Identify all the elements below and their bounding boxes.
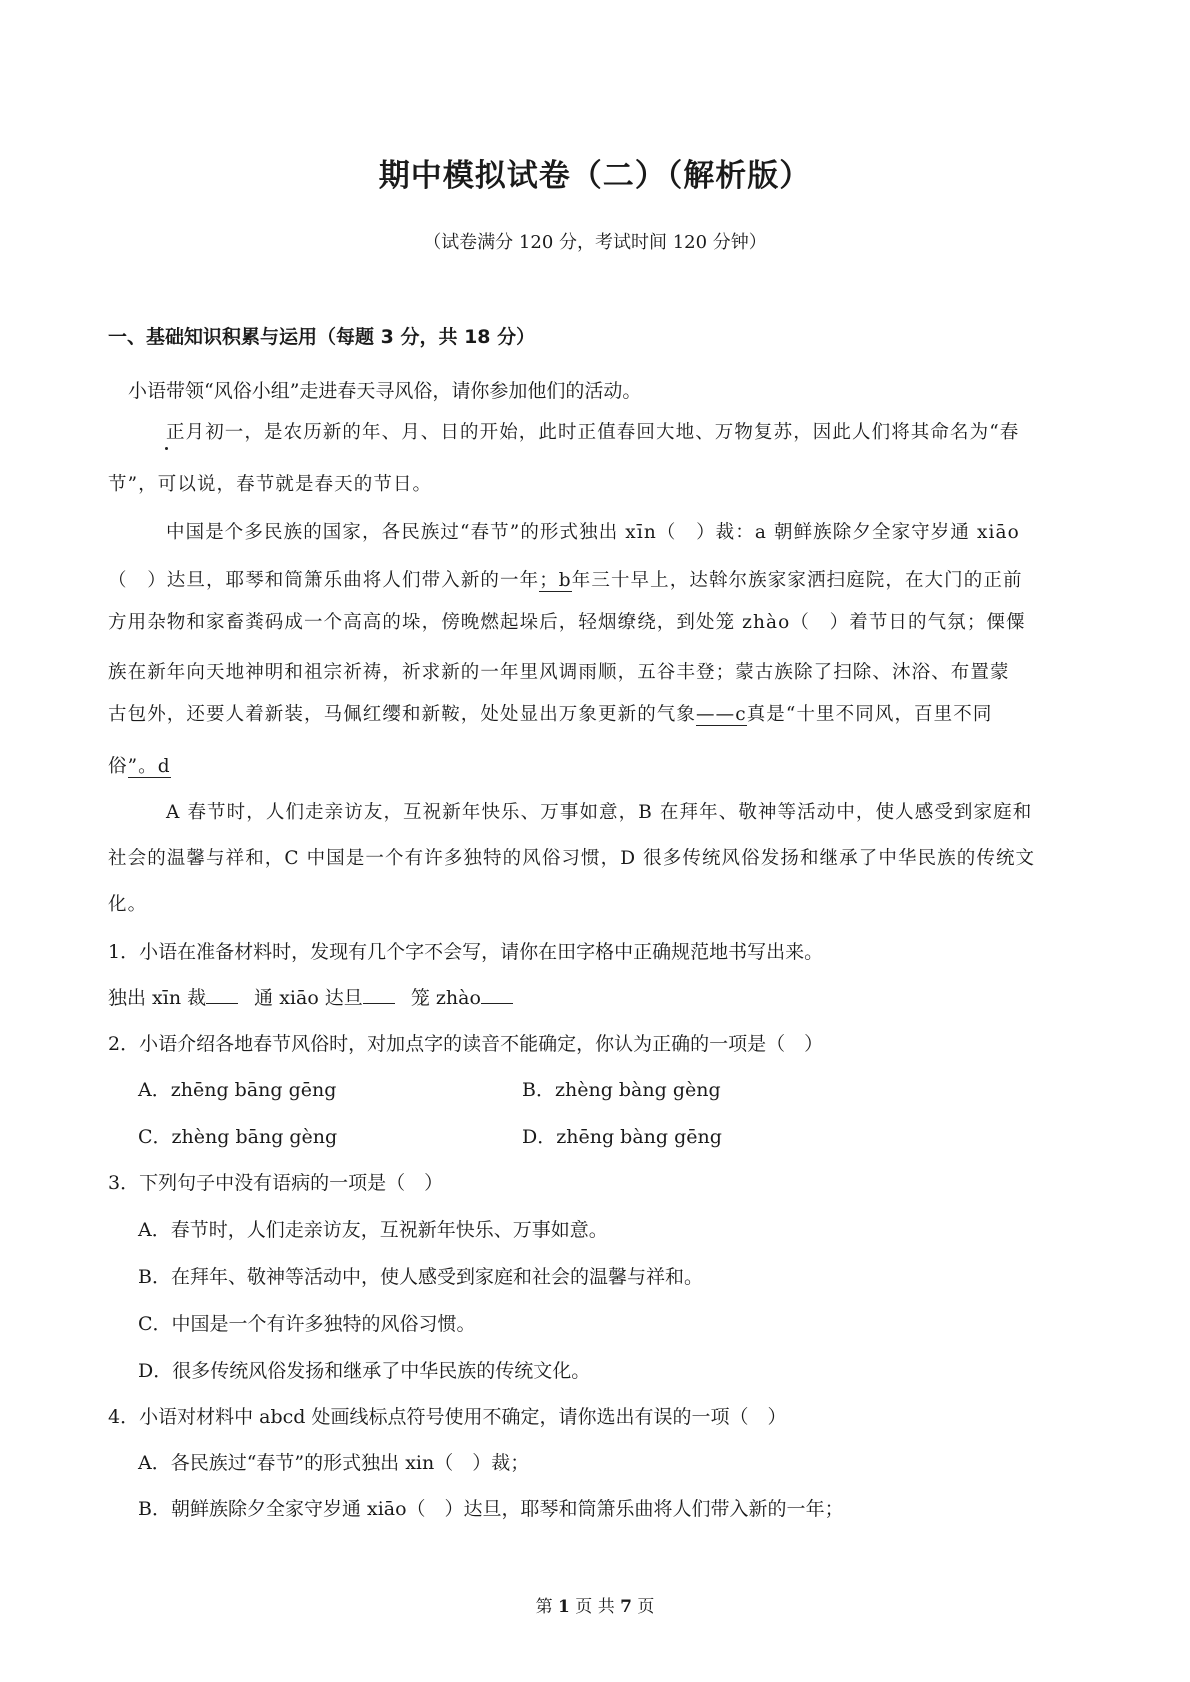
option-a[interactable]: A．zhēng bāng gēng (138, 1079, 337, 1101)
passage-text: 正月初一，是农历新的年、月、日的开始，此时正值春回大地、万物复苏，因此人们将其命名为“春 (166, 422, 1020, 443)
passage-line (108, 752, 171, 778)
passage-line: 族在新年向天地神明和祖宗祈祷，祈求新的一年里风调雨顺，五谷丰登；蒙古族除了扫除、沐浴、布置蒙 (108, 662, 1010, 683)
fill-item: 独出 xīn 裁 (108, 987, 207, 1009)
passage-text: 古包外，还要人着新装，马佩红缨和新鞍，处处显出万象更新的气象 (108, 704, 697, 725)
question-1-stem: 1．小语在准备材料时，发现有几个字不会写，请你在田字格中正确规范地书写出来。 (108, 941, 824, 963)
fill-item: 通 xiāo 达旦 (254, 987, 363, 1009)
option-c[interactable]: C．中国是一个有许多独特的风俗习惯。 (138, 1313, 476, 1335)
footer-text: 第 (535, 1597, 553, 1617)
question-4-stem: 4．小语对材料中 abcd 处画线标点符号使用不确定，请你选出有误的一项（ ） (108, 1406, 787, 1428)
option-b[interactable]: B．zhèng bàng gèng (522, 1079, 721, 1101)
option-b[interactable]: B．在拜年、敬神等活动中，使人感受到家庭和社会的温馨与祥和。 (138, 1266, 703, 1288)
passage-line (108, 566, 1023, 592)
question-2-stem: 2．小语介绍各地春节风俗时，对加点字的读音不能确定，你认为正确的一项是（ ） (108, 1033, 824, 1055)
passage-line: 节”，可以说，春节就是春天的节日。 (108, 474, 433, 495)
passage-line: 化。 (108, 894, 148, 915)
passage-line: A 春节时，人们走亲访友，互祝新年快乐、万事如意，B 在拜年、敬神等活动中，使人感受到家庭和 (166, 802, 1033, 823)
option-a[interactable]: A．春节时，人们走亲访友，互祝新年快乐、万事如意。 (138, 1219, 608, 1241)
passage-line: 社会的温馨与祥和，C 中国是一个有许多独特的风俗习惯，D 很多传统风俗发扬和继承了中华民族的传统文 (108, 848, 1036, 869)
page-number: 1 (558, 1597, 570, 1617)
total-pages: 7 (620, 1597, 632, 1617)
option-d[interactable]: D．很多传统风俗发扬和继承了中华民族的传统文化。 (138, 1360, 591, 1382)
intro-text: 小语带领“风俗小组”走进春天寻风俗，请你参加他们的活动。 (128, 380, 642, 402)
option-b[interactable]: B．朝鲜族除夕全家守岁通 xiāo（ ）达旦，耶琴和筒箫乐曲将人们带入新的一年； (138, 1498, 844, 1520)
question-3-stem: 3．下列句子中没有语病的一项是（ ） (108, 1172, 444, 1194)
fill-item: 笼 zhào (410, 987, 481, 1009)
passage-text: （ ）达旦，耶琴和筒箫乐曲将人们带入新的一年 (108, 570, 540, 591)
passage-text: 年三十早上，达斡尔族家家洒扫庭院，在大门的正前 (571, 570, 1023, 591)
page-footer (0, 1592, 1190, 1617)
passage-line (166, 418, 1019, 444)
section-heading: 一、基础知识积累与运用（每题 3 分，共 18 分） (108, 326, 536, 348)
option-a[interactable]: A．各民族过“春节”的形式独出 xin（ ）裁； (138, 1452, 530, 1474)
passage-text: 真是“十里不同风，百里不同 (746, 704, 993, 725)
underlined-mark-b: ；b (539, 570, 572, 591)
question-1-fill-items (108, 983, 523, 1010)
passage-line: 方用杂物和家畜粪码成一个高高的垛，傍晚燃起垛后，轻烟缭绕，到处笼 zhào（ ）着节日的气氛；傈僳 (108, 612, 1026, 633)
page-title: 期中模拟试卷（二）（解析版） (378, 158, 812, 194)
passage-line (108, 700, 992, 726)
answer-blank[interactable] (206, 1002, 238, 1004)
underlined-mark-c: ——c (696, 704, 747, 725)
passage-line: 中国是个多民族的国家，各民族过“春节”的形式独出 xīn（ ）裁：a 朝鲜族除夕全家守岁通 xiāo (166, 522, 1020, 543)
option-d[interactable]: D．zhēng bàng gēng (522, 1126, 722, 1148)
passage-text: 俗 (108, 756, 128, 777)
underlined-mark-d: ”。d (127, 756, 171, 777)
exam-info: （试卷满分 120 分，考试时间 120 分钟） (423, 232, 767, 253)
footer-text: 页 (637, 1597, 655, 1617)
option-c[interactable]: C．zhèng bāng gèng (138, 1126, 338, 1148)
answer-blank[interactable] (363, 1002, 395, 1004)
footer-text: 页 共 (575, 1597, 615, 1617)
answer-blank[interactable] (481, 1002, 513, 1004)
